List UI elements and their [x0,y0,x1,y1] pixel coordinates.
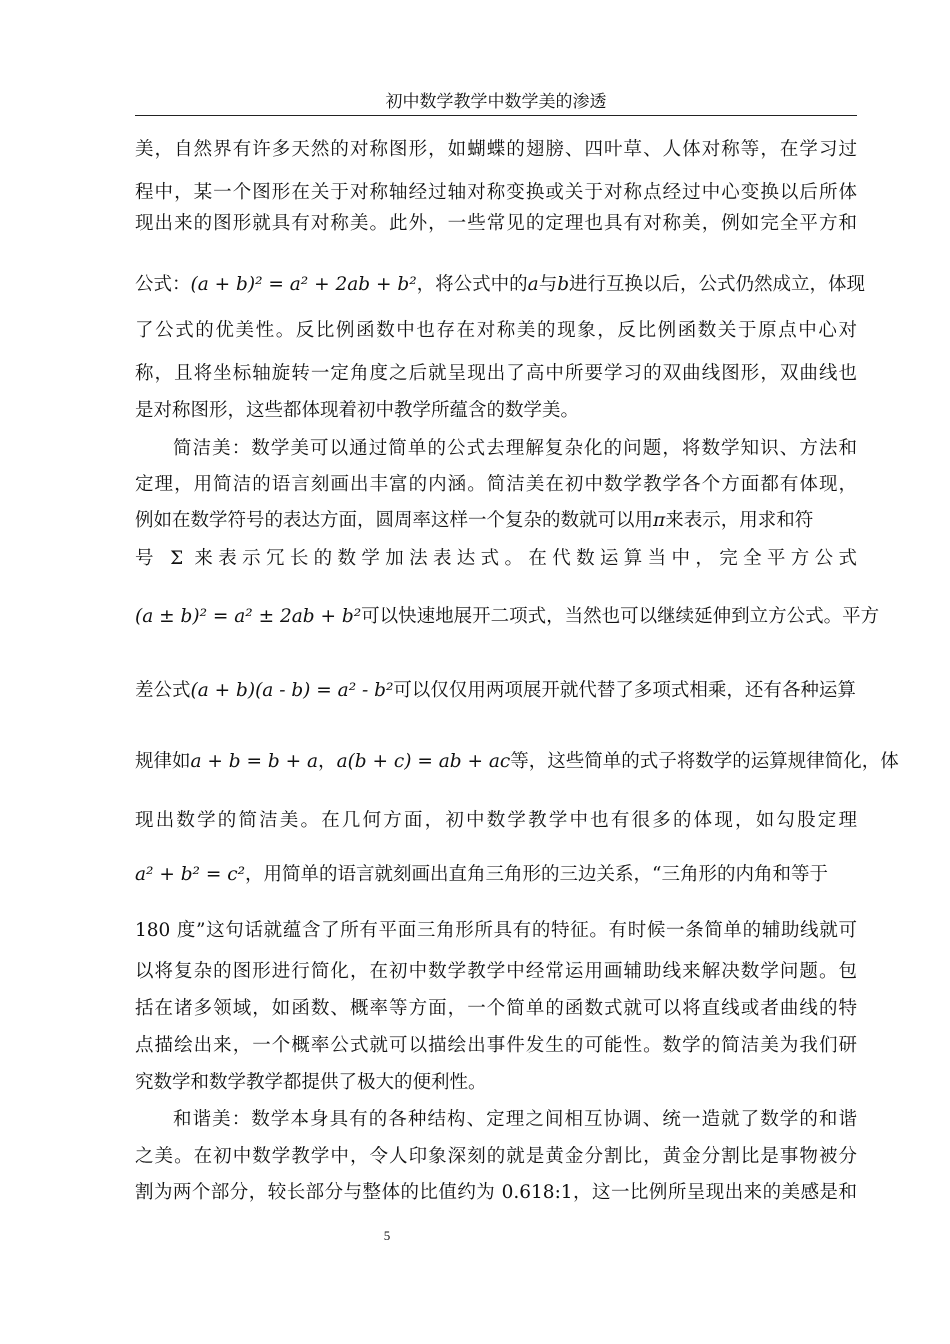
text-line: 180 度”这句话就蕴含了所有平面三角形所具有的特征。有时候一条简单的辅助线就可 [135,920,857,941]
text-segment: 公式： [135,274,191,295]
text-line: 和谐美：数学本身具有的各种结构、定理之间相互协调、统一造就了数学的和谐 [173,1109,857,1130]
text-segment: ，用简单的语言就刻画出直角三角形的三边关系，“三角形的内角和等于 [245,864,828,885]
text-line: 程中，某一个图形在关于对称轴经过轴对称变换或关于对称点经过中心变换以后所体 [135,182,857,203]
text-segment: 与 [538,274,558,295]
text-line: 简洁美：数学美可以通过简单的公式去理解复杂化的问题，将数学知识、方法和 [173,438,857,459]
text-line: 定理，用简洁的语言刻画出丰富的内涵。简洁美在初中数学教学各个方面都有体现， [135,474,857,495]
text-line: 称，且将坐标轴旋转一定角度之后就呈现出了高中所要学习的双曲线图形，双曲线也 [135,363,857,384]
header-divider [135,115,857,116]
text-line: 之美。在初中数学教学中，令人印象深刻的就是黄金分割比，黄金分割比是事物被分 [135,1146,857,1167]
text-line: 现出来的图形就具有对称美。此外，一些常见的定理也具有对称美，例如完全平方和 [135,213,857,234]
text-line: 究数学和数学教学都提供了极大的便利性。 [135,1072,487,1093]
page-number: 5 [383,1228,391,1243]
formula-square-plus-minus: (a ± b)² = a² ± 2ab + b² [135,606,362,627]
text-line: 了公式的优美性。反比例函数中也存在对称美的现象，反比例函数关于原点中心对 [135,320,857,341]
text-segment: 规律如 [135,751,191,772]
text-segment: 等，这些简单的式子将数学的运算规律简化，体 [510,751,899,772]
page-header-title: 初中数学教学中数学美的渗透 [385,92,607,112]
text-segment: 例如在数学符号的表达方面，圆周率这样一个复杂的数就可以用 [135,510,654,531]
text-line: 割为两个部分，较长部分与整体的比值约为 0.618:1，这一比例所呈现出来的美感是和 [135,1182,857,1203]
text-line [135,508,857,534]
text-line [135,678,857,704]
text-line [135,749,899,775]
formula-square-of-sum: (a + b)² = a² + 2ab + b² [190,274,417,295]
formula-distributive-law: a(b + c) = ab + ac [336,751,511,772]
text-line: 以将复杂的图形进行简化，在初中数学教学中经常运用画辅助线来解决数学问题。包 [135,961,857,982]
variable-a: a [527,274,539,295]
text-line: 美，自然界有许多天然的对称图形，如蝴蝶的翅膀、四叶草、人体对称等，在学习过 [135,139,857,160]
text-segment: 可以快速地展开二项式，当然也可以继续延伸到立方公式。平方 [361,606,880,627]
formula-difference-of-squares: (a + b)(a - b) = a² - b² [190,680,394,701]
text-segment: 进行互换以后，公式仍然成立，体现 [569,274,866,295]
text-line: 括在诸多领域，如函数、概率等方面，一个简单的函数式就可以将直线或者曲线的特 [135,998,857,1019]
text-line: 点描绘出来，一个概率公式就可以描绘出事件发生的可能性。数学的简洁美为我们研 [135,1035,857,1056]
formula-pythagorean: a² + b² = c² [135,864,246,885]
text-line: 是对称图形，这些都体现着初中教学所蕴含的数学美。 [135,400,580,421]
text-line: 号 Σ 来表示冗长的数学加法表达式。在代数运算当中，完全平方公式 [135,548,857,569]
text-segment: 差公式 [135,680,191,701]
variable-b: b [557,274,570,295]
text-segment: 来表示，用求和符 [665,510,814,531]
text-segment: ，将公式中的 [416,274,528,295]
text-line [135,862,857,888]
text-line: 现出数学的简洁美。在几何方面，初中数学教学中也有很多的体现，如勾股定理 [135,810,857,831]
text-line [135,272,866,298]
text-segment: 可以仅仅用两项展开就代替了多项式相乘，还有各种运算 [393,680,856,701]
pi-symbol: π [653,510,666,531]
text-line [135,604,880,630]
text-segment: ， [318,751,337,772]
formula-commutative-law: a + b = b + a [190,751,319,772]
